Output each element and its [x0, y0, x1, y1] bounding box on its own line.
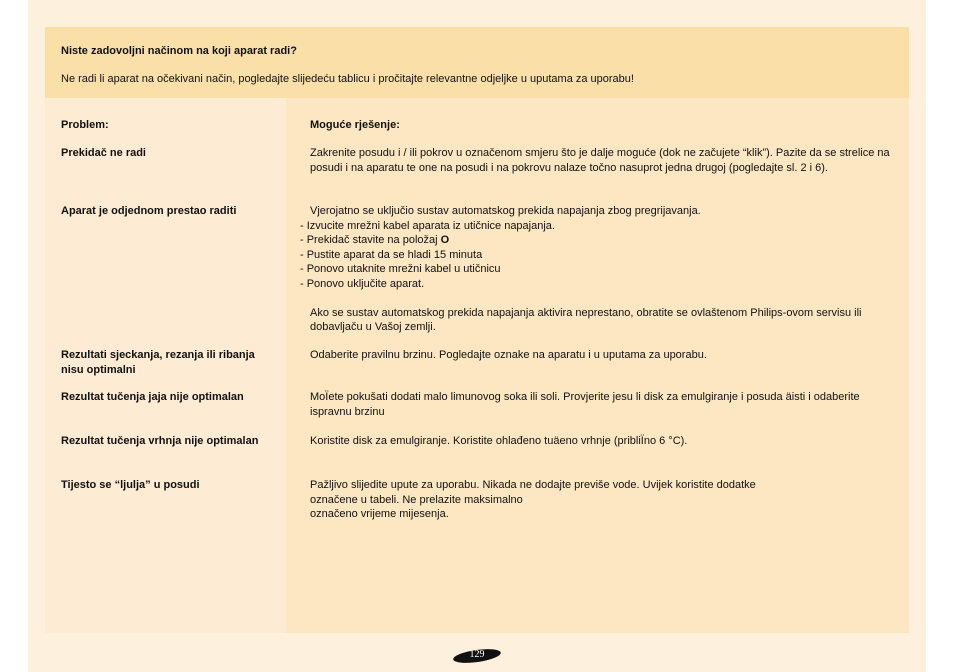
step-item: - Izvucite mrežni kabel aparata iz utičnice napajanja. — [300, 219, 555, 232]
problem-1: Prekidač ne radi — [61, 147, 146, 159]
step-item: - Ponovo utaknite mrežni kabel u utičnicu — [300, 263, 501, 275]
solution-5: Koristite disk za emulgiranje. Koristite ohlađeno tuäeno vrhnje (pribliÏno 6 °C). — [310, 435, 688, 447]
page-number: 129 — [469, 649, 485, 660]
step-item: - Pustite aparat da se hladi 15 minuta — [300, 248, 483, 261]
problem-5: Rezultat tučenja vrhnja nije optimalan — [61, 435, 259, 447]
step-item — [300, 233, 895, 248]
solution-2 — [300, 204, 895, 335]
solution-1-text: Zakrenite posudu i / ili pokrov u označenom smjeru što je dalje moguće (dok ne začujete “klik”). Pazite da se strelice na posudi i na aparatu te one na posudi i na pokrovu nalaze točno nasuprot jedna drugoj (pogledajte sl. 2 i 6). — [310, 147, 890, 174]
problem-4: Rezultat tučenja jaja nije optimalan — [61, 391, 244, 403]
solution-6-line: označene u tabeli. Ne prelazite maksimalno — [310, 493, 523, 506]
solution-6 — [310, 478, 895, 522]
solution-2-text: Vjerojatno se uključio sustav automatskog prekida napajanja zbog pregrijavanja. — [310, 205, 701, 217]
solution-column — [286, 98, 909, 633]
solution-6-line: Pažljivo slijedite upute za uporabu. Nikada ne dodajte previše vode. Uvijek koristite dodatke — [310, 479, 756, 491]
troubleshooting-header — [45, 27, 909, 98]
problem-2: Aparat je odjednom prestao raditi — [61, 205, 237, 217]
solution-4: MoÏete pokušati dodati malo limunovog soka ili soli. Provjerite jesu li disk za emulgiranje i posuda äisti i odaberite ispravnu brzinu — [310, 391, 860, 418]
header-instruction: Ne radi li aparat na očekivani način, pogledajte slijedeću tablicu i pročitajte relevantne odjeljke u uputama za uporabu! — [61, 73, 634, 85]
solution-2-note: Ako se sustav automatskog prekida napajanja aktivira neprestano, obratite se ovlaštenom Philips-ovom servisu ili dobavljaču u Vašoj zemlji. — [310, 306, 862, 333]
solution-2-steps — [300, 219, 895, 292]
position-o-label: O — [440, 234, 450, 246]
problem-6: Tijesto se “ljulja” u posudi — [61, 479, 200, 491]
solution-3: Odaberite pravilnu brzinu. Pogledajte oznake na aparatu i u uputama za uporabu. — [310, 349, 707, 361]
solution-1 — [310, 146, 895, 175]
step-item: - Ponovo uključite aparat. — [300, 277, 425, 290]
step-text: - Prekidač stavite na položaj — [300, 234, 438, 246]
page-number-badge — [452, 648, 502, 664]
header-question: Niste zadovoljni načinom na koji aparat radi? — [61, 45, 297, 57]
problem-3: Rezultati sjeckanja, rezanja ili ribanja nisu optimalni — [61, 349, 255, 376]
problem-column-header: Problem: — [61, 119, 109, 131]
solution-column-header: Moguće rješenje: — [310, 119, 400, 131]
solution-6-line: označeno vrijeme mijesenja. — [310, 508, 449, 520]
